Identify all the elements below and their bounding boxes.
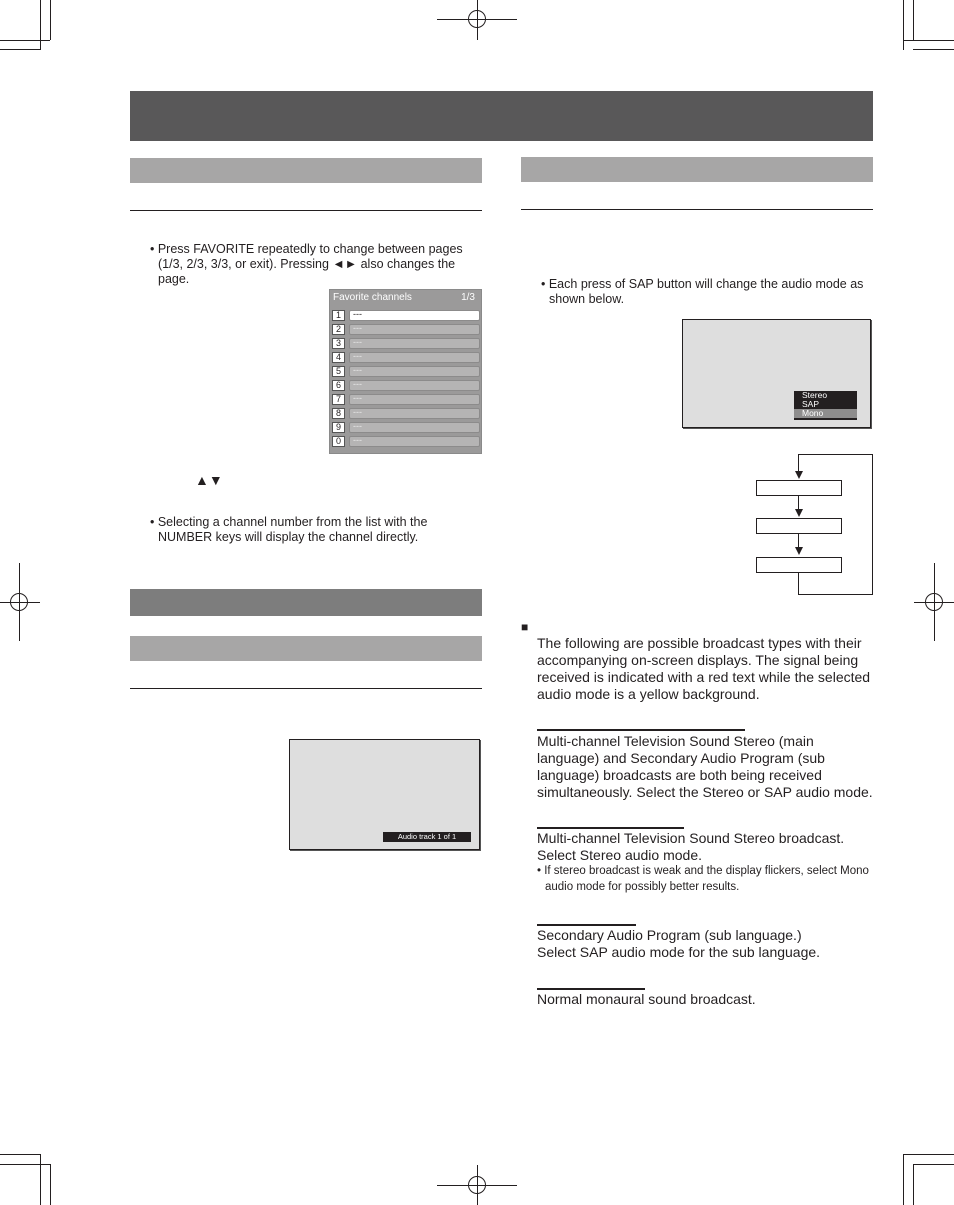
- favorite-channels-osd: [329, 289, 482, 454]
- note-square-icon: ■: [521, 620, 529, 634]
- flow-box-mono: [756, 557, 842, 573]
- sap-button-note: • Each press of SAP button will change the audio mode as shown below.: [541, 277, 864, 306]
- favorite-row: 0 ---: [332, 436, 479, 447]
- stereo-description-1: Multi-channel Television Sound Stereo broadcast.: [537, 830, 845, 846]
- favorite-row: 2 ---: [332, 324, 479, 335]
- crop-mark: [40, 1154, 41, 1205]
- divider: [521, 209, 873, 210]
- osd-title: Favorite channels: [333, 292, 412, 303]
- crop-mark: [913, 1164, 914, 1205]
- favorite-row: 3 ---: [332, 338, 479, 349]
- sap-screen: [682, 319, 871, 428]
- heading-underline: [537, 988, 645, 990]
- heading-underline: [537, 729, 745, 731]
- updown-arrows-icon: ▲▼: [195, 472, 223, 488]
- audio-mode-osd: [794, 391, 857, 420]
- divider: [130, 210, 482, 211]
- stereo-sap-description: Multi-channel Television Sound Stereo (main language) and Secondary Audio Program (sub language) broadcasts are both being received simultaneously. Select the Stereo or SAP audio mode.: [537, 733, 873, 800]
- osd-page-indicator: 1/3: [461, 292, 475, 303]
- crop-mark: [50, 0, 51, 40]
- favorite-row: 8 ---: [332, 408, 479, 419]
- broadcast-types-intro: The following are possible broadcast types with their accompanying on-screen displays. The signal being received is indicated with a red text while the selected audio mode is a yellow background.: [537, 635, 871, 702]
- favorite-section-bar: [130, 158, 482, 183]
- audio-section-bar: [130, 589, 482, 616]
- audio-mode-mono: Mono: [794, 409, 857, 418]
- audio-track-section-bar: [130, 636, 482, 661]
- crop-mark: [913, 49, 954, 50]
- crop-mark: [40, 0, 41, 50]
- audio-mode-stereo: Stereo: [802, 390, 828, 400]
- crop-mark: [903, 1154, 954, 1155]
- crop-mark: [0, 1164, 50, 1165]
- favorite-row: 6 ---: [332, 380, 479, 391]
- page-header-bar: [130, 91, 873, 141]
- favorite-page-note: • Press FAVORITE repeatedly to change between pages (1/3, 2/3, 3/3, or exit). Pressing ◄► also changes the page.: [150, 242, 463, 286]
- sap-description-2: Select SAP audio mode for the sub language.: [537, 944, 821, 960]
- crop-mark: [913, 1164, 954, 1165]
- stereo-weak-note: • If stereo broadcast is weak and the display flickers, select Mono audio mode for possibly better results.: [537, 865, 869, 893]
- mono-description: Normal monaural sound broadcast.: [537, 991, 756, 1007]
- crop-mark: [903, 40, 954, 41]
- crop-mark: [913, 0, 914, 40]
- sap-section-bar: [521, 157, 873, 182]
- favorite-row: 7 ---: [332, 394, 479, 405]
- crop-mark: [50, 1164, 51, 1205]
- sap-description-1: Secondary Audio Program (sub language.): [537, 927, 802, 943]
- crop-mark: [903, 0, 904, 50]
- number-keys-note: • Selecting a channel number from the list with the NUMBER keys will display the channel directly.: [150, 515, 428, 544]
- crop-mark: [0, 40, 50, 41]
- favorite-row: 4 ---: [332, 352, 479, 363]
- crop-mark: [0, 1154, 40, 1155]
- favorite-row: 9 ---: [332, 422, 479, 433]
- crop-mark: [903, 1154, 904, 1205]
- heading-underline: [537, 924, 636, 926]
- audio-mode-sap: SAP: [802, 399, 820, 409]
- flow-box-stereo: [756, 480, 842, 496]
- audio-track-screen: [289, 739, 480, 850]
- divider: [130, 688, 482, 689]
- flow-box-sap: [756, 518, 842, 534]
- favorite-row: 5 ---: [332, 366, 479, 377]
- heading-underline: [537, 827, 684, 829]
- crop-mark: [0, 49, 40, 50]
- audio-track-label: Audio track 1 of 1: [383, 832, 471, 842]
- favorite-row: 1 ---: [332, 310, 479, 321]
- stereo-description-2: Select Stereo audio mode.: [537, 847, 702, 863]
